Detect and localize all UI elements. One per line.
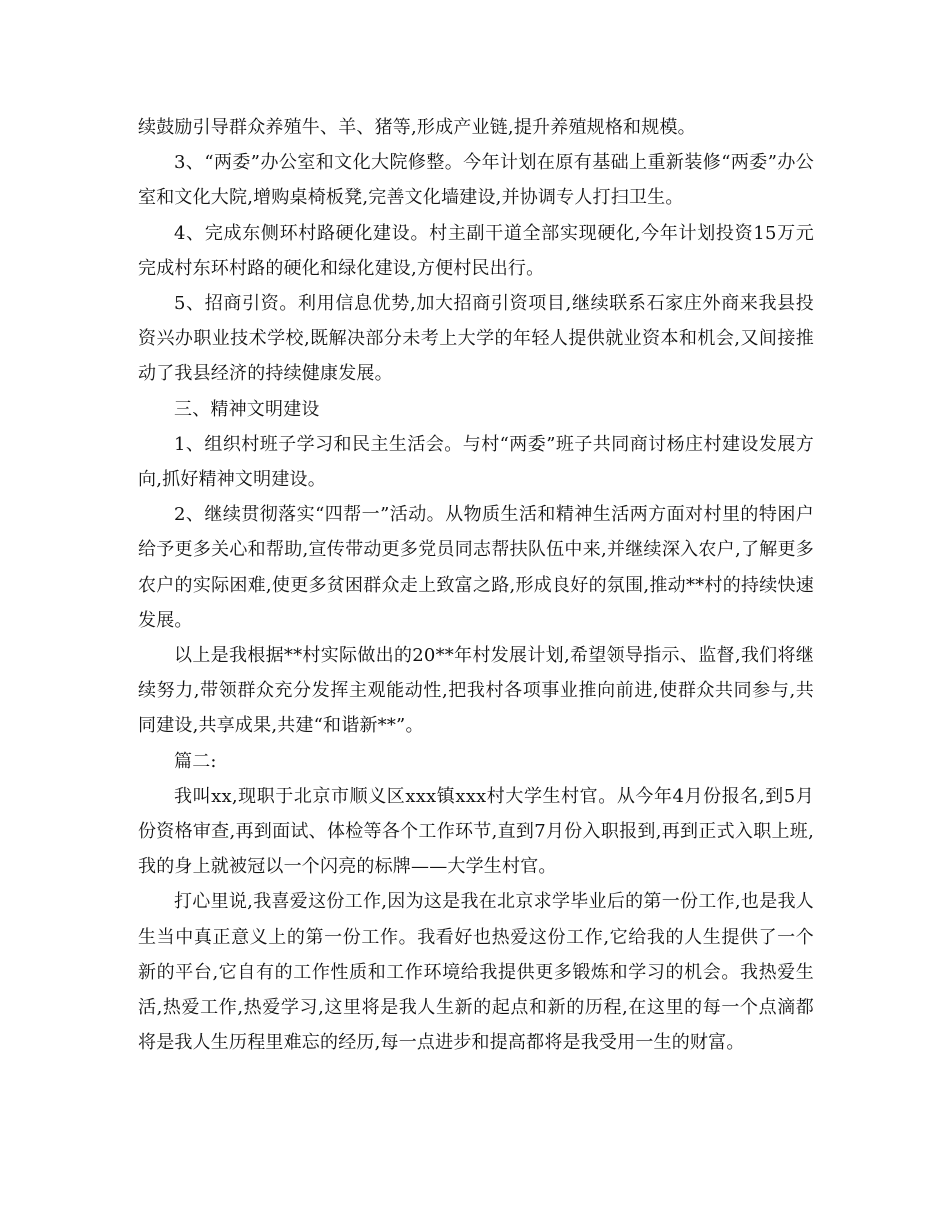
paragraph-study-meeting: 1、组织村班子学习和民主生活会。与村“两委”班子共同商讨杨庄村建设发展方向,抓好精神文明建设。 [138,433,814,491]
paragraph-plan-summary: 以上是我根据**村实际做出的20**年村发展计划,希望领导指示、监督,我们将继续努力,带领群众充分发挥主观能动性,把我村各项事业推向前进,使群众共同参与,共同建设,共享成果,共建“和谐新**”。 [138,645,814,737]
section-heading-part-two: 篇二: [174,750,217,772]
paragraph-four-help-one: 2、继续贯彻落实“四帮一”活动。从物质生活和精神生活两方面对村里的特困户给予更多关心和帮助,宣传带动更多党员同志帮扶队伍中来,并继续深入农户,了解更多农户的实际困难,使更多贫困群众走上致富之路,形成良好的氛围,推动**村的持续快速发展。 [138,504,814,631]
document-body [138,110,814,1060]
paragraph-investment-attraction: 5、招商引资。利用信息优势,加大招商引资项目,继续联系石家庄外商来我县投资兴办职业技术学校,既解决部分未考上大学的年轻人提供就业资本和机会,又间接推动了我县经济的持续健康发展。 [138,293,814,385]
paragraph-road-hardening: 4、完成东侧环村路硬化建设。村主副干道全部实现硬化,今年计划投资15万元完成村东环村路的硬化和绿化建设,方便村民出行。 [138,222,814,279]
section-heading-spiritual-civilization: 三、精神文明建设 [174,398,320,420]
paragraph-love-of-work: 打心里说,我喜爱这份工作,因为这是我在北京求学毕业后的第一份工作,也是我人生当中真正意义上的第一份工作。我看好也热爱这份工作,它给我的人生提供了一个新的平台,它自有的工作性质和工作环境给我提供更多锻炼和学习的机会。我热爱生活,热爱工作,热爱学习,这里将是我人生新的起点和新的历程,在这里的每一个点滴都将是我人生历程里难忘的经历,每一点进步和提高都将是我受用一生的财富。 [138,891,814,1054]
paragraph-livestock-continuation: 续鼓励引导群众养殖牛、羊、猪等,形成产业链,提升养殖规格和规模。 [138,117,696,138]
paragraph-office-renovation: 3、“两委”办公室和文化大院修整。今年计划在原有基础上重新装修“两委”办公室和文化大院,增购桌椅板凳,完善文化墙建设,并协调专人打扫卫生。 [138,152,814,209]
paragraph-self-introduction: 我叫xx,现职于北京市顺义区xxx镇xxx村大学生村官。从今年4月份报名,到5月份资格审查,再到面试、体检等各个工作环节,直到7月份入职报到,再到正式入职上班,我的身上就被冠以一个闪亮的标牌——大学生村官。 [138,785,814,878]
